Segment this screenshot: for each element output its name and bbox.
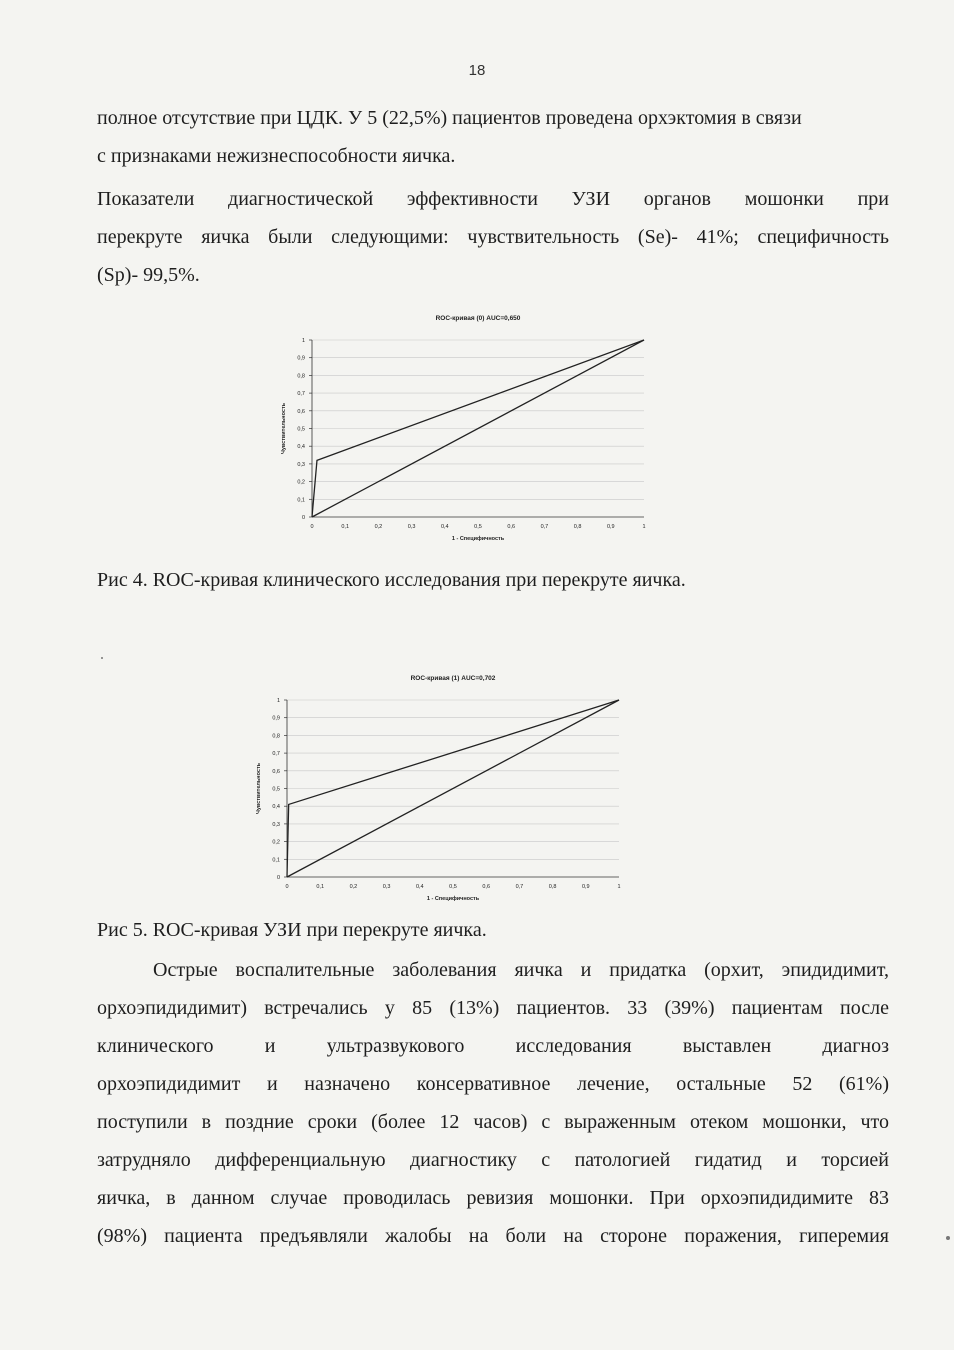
y-tick-label: 0,9 bbox=[272, 715, 280, 722]
text-line: (Sp)- 99,5%. bbox=[97, 264, 200, 286]
y-tick-label: 0,5 bbox=[272, 786, 280, 793]
x-tick-label: 0 bbox=[310, 524, 314, 530]
y-tick-label: 0,1 bbox=[272, 857, 280, 864]
y-tick-label: 0,9 bbox=[297, 355, 305, 362]
x-tick-label: 0 bbox=[285, 884, 289, 890]
y-tick-label: 1 bbox=[276, 698, 280, 704]
text-line: перекруте яичка были следующими: чувствительность (Se)- 41%; специфичность bbox=[97, 226, 889, 248]
text-line: яичка, в данном случае проводилась ревизия мошонки. При орхоэпидидимите 83 bbox=[97, 1187, 889, 1209]
x-tick-label: 0,6 bbox=[507, 524, 516, 530]
chart-title: ROC-кривая (1) AUC=0,702 bbox=[410, 675, 496, 682]
y-tick-label: 0,8 bbox=[272, 733, 280, 740]
y-tick-label: 0,4 bbox=[297, 444, 305, 451]
y-axis-label: Чувствительность bbox=[256, 762, 262, 815]
x-tick-label: 0,6 bbox=[482, 884, 491, 890]
roc-chart-ultrasound bbox=[245, 666, 645, 911]
text-line: поступили в поздние сроки (более 12 часов) с выраженным отеком мошонки, что bbox=[97, 1111, 889, 1133]
figure-4-caption: Рис 4. ROC-кривая клинического исследования при перекруте яичка. bbox=[97, 569, 686, 591]
x-tick-label: 0,5 bbox=[474, 524, 482, 530]
text-line: клинического и ультразвукового исследования выставлен диагноз bbox=[97, 1035, 889, 1057]
text-line: (98%) пациента предъявляли жалобы на боли на стороне поражения, гиперемия bbox=[97, 1225, 889, 1247]
paragraph-1 bbox=[97, 99, 889, 175]
x-axis-label: 1 - Специфичность bbox=[451, 536, 505, 542]
chart-title: ROC-кривая (0) AUC=0,650 bbox=[435, 315, 521, 322]
x-tick-label: 0,3 bbox=[382, 884, 391, 890]
y-tick-label: 0,7 bbox=[272, 751, 280, 758]
x-tick-label: 0,1 bbox=[341, 524, 350, 530]
figure-5-caption: Рис 5. ROC-кривая УЗИ при перекруте яичка. bbox=[97, 919, 487, 941]
x-tick-label: 0,5 bbox=[449, 884, 457, 890]
y-tick-label: 0,2 bbox=[272, 839, 280, 846]
x-tick-label: 0,9 bbox=[581, 884, 590, 890]
x-tick-label: 0,1 bbox=[316, 884, 325, 890]
x-tick-label: 0,3 bbox=[407, 524, 416, 530]
y-tick-label: 0,5 bbox=[297, 426, 305, 433]
x-tick-label: 0,7 bbox=[540, 524, 549, 530]
paragraph-3 bbox=[97, 951, 889, 1255]
x-tick-label: 0,9 bbox=[606, 524, 615, 530]
text-line: Острые воспалительные заболевания яичка и придатка (орхит, эпидидимит, bbox=[153, 959, 889, 981]
text-line: полное отсутствие при ЦДК. У 5 (22,5%) пациентов проведена орхэктомия в связи bbox=[97, 107, 802, 129]
y-tick-label: 0,7 bbox=[297, 391, 305, 398]
x-tick-label: 1 bbox=[642, 524, 646, 530]
x-tick-label: 0,2 bbox=[349, 884, 358, 890]
y-tick-label: 0,6 bbox=[272, 768, 280, 775]
x-tick-label: 0,4 bbox=[415, 884, 424, 890]
scan-speck bbox=[946, 1236, 950, 1240]
x-tick-label: 0,8 bbox=[548, 884, 557, 890]
text-line: затрудняло дифференциальную диагностику с патологией гидатид и торсией bbox=[97, 1149, 889, 1171]
y-axis-label: Чувствительность bbox=[281, 402, 287, 455]
text-line: с признаками нежизнеспособности яичка. bbox=[97, 145, 456, 167]
x-tick-label: 0,4 bbox=[440, 524, 449, 530]
paragraph-2 bbox=[97, 180, 889, 294]
x-axis-label: 1 - Специфичность bbox=[426, 896, 480, 902]
x-tick-label: 0,8 bbox=[573, 524, 582, 530]
y-tick-label: 0,4 bbox=[272, 804, 280, 811]
y-tick-label: 0,6 bbox=[297, 408, 305, 415]
y-tick-label: 0,3 bbox=[272, 821, 280, 828]
text-line: Показатели диагностической эффективности УЗИ органов мошонки при bbox=[97, 188, 889, 210]
roc-chart-clinical bbox=[270, 306, 670, 551]
text-line: орхоэпидидимит) встречались у 85 (13%) пациентов. 33 (39%) пациентам после bbox=[97, 997, 889, 1019]
text-line: орхоэпидидимит и назначено консервативное лечение, остальные 52 (61%) bbox=[97, 1073, 889, 1095]
y-tick-label: 0,3 bbox=[297, 461, 305, 468]
y-tick-label: 0 bbox=[276, 875, 280, 881]
page-number: 18 bbox=[468, 62, 486, 79]
y-tick-label: 0,8 bbox=[297, 373, 305, 380]
y-tick-label: 0,1 bbox=[297, 497, 305, 504]
y-tick-label: 1 bbox=[301, 338, 305, 344]
x-tick-label: 0,7 bbox=[515, 884, 524, 890]
y-tick-label: 0,2 bbox=[297, 479, 305, 486]
x-tick-label: 1 bbox=[617, 884, 621, 890]
x-tick-label: 0,2 bbox=[374, 524, 383, 530]
scan-speck bbox=[101, 657, 103, 659]
y-tick-label: 0 bbox=[301, 515, 305, 521]
